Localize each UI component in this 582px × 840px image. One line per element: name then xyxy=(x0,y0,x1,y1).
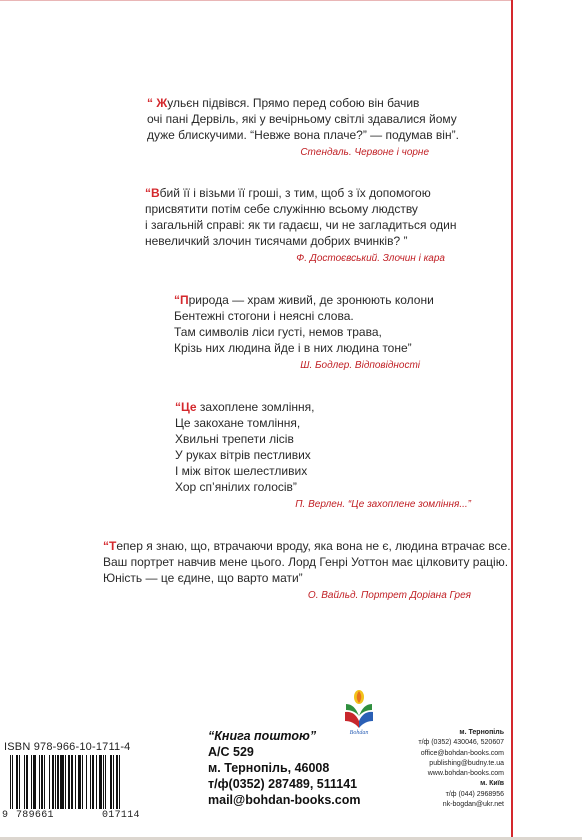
quote-line: бий її і візьми її гроші, з тим, щоб з їх допомогою xyxy=(159,186,431,200)
quote-verlaine xyxy=(175,399,471,512)
quote-open-mark: “ xyxy=(145,186,151,200)
contact-phone-ternopil: т/ф (0352) 430046, 520607 xyxy=(418,739,504,747)
quote-open-mark: “ xyxy=(147,96,157,110)
isbn-label: ISBN 978-966-10-1711-4 xyxy=(4,741,131,753)
publisher-info xyxy=(208,728,360,808)
contact-website: www.bohdan-books.com xyxy=(427,770,504,778)
quote-drop-cap: Це xyxy=(181,400,197,414)
quote-open-mark: “ xyxy=(175,400,181,414)
quote-line: присвятити потім себе служінню всьому людству xyxy=(145,202,418,216)
barcode xyxy=(10,755,180,809)
quote-line: епер я знаю, що, втрачаючи вроду, яка вона не є, людина втрачає все. xyxy=(116,539,511,553)
quote-drop-cap: П xyxy=(180,293,189,307)
top-border xyxy=(0,0,513,1)
contact-email-kyiv: nk-bogdan@ukr.net xyxy=(442,801,504,809)
barcode-bar xyxy=(120,755,121,809)
quote-wilde xyxy=(103,538,511,603)
quote-attribution: Ш. Бодлер. Відповідності xyxy=(300,360,420,371)
quote-open-mark: “ xyxy=(174,293,180,307)
contact-phone-kyiv: т/ф (044) 2968956 xyxy=(445,790,504,798)
quote-stendhal xyxy=(147,95,459,160)
quote-line: Там символів ліси густі, немов трава, xyxy=(174,325,382,339)
quote-open-mark: “ xyxy=(103,539,109,553)
contact-email-publishing: publishing@budny.te.ua xyxy=(429,759,504,767)
publisher-email: mail@bohdan-books.com xyxy=(208,793,361,807)
quote-line: невеличкий злочин тисячами добрих вчинків? ” xyxy=(145,234,408,248)
publisher-city: м. Тернопіль, 46008 xyxy=(208,761,330,775)
contact-city-kyiv: м. Київ xyxy=(480,780,504,788)
publisher-po-box: А/С 529 xyxy=(208,745,254,759)
quote-drop-cap: Ж xyxy=(156,96,168,110)
barcode-digit-first: 9 xyxy=(2,810,9,821)
red-vertical-border xyxy=(511,0,513,840)
quote-attribution: Стендаль. Червоне і чорне xyxy=(300,147,429,158)
quote-line: У руках вітрів пестливих xyxy=(175,448,311,462)
quote-drop-cap: Т xyxy=(109,539,117,553)
publisher-phone: т/ф(0352) 287489, 511141 xyxy=(208,777,358,791)
quote-line: дуже блискучими. “Невже вона плаче?” — подумав він”. xyxy=(147,128,459,142)
quote-dostoevsky xyxy=(145,185,457,266)
quote-attribution: П. Верлен. “Це захоплене зомління...” xyxy=(295,499,471,510)
quote-drop-cap: В xyxy=(151,186,160,200)
quote-line: Юність — це єдине, що варто мати” xyxy=(103,571,303,585)
quote-line: Ваш портрет навчив мене цього. Лорд Генрі Уоттон має цілковиту рацію. xyxy=(103,555,509,569)
quote-line: рирода — храм живий, де зронюють колони xyxy=(188,293,434,307)
barcode-digit-group-1: 789661 xyxy=(16,810,54,821)
quote-line: Це закохане томління, xyxy=(175,416,301,430)
contact-email-office: office@bohdan-books.com xyxy=(420,749,504,757)
quote-line: І між віток шелестливих xyxy=(175,464,308,478)
contacts-info xyxy=(418,728,504,810)
barcode-digit-group-2: 017114 xyxy=(102,810,140,821)
quote-line: ульєн підвівся. Прямо перед собою він бачив xyxy=(167,96,420,110)
quote-line: захоплене зомління, xyxy=(196,400,315,414)
quote-line: Хвильні трепети лісів xyxy=(175,432,294,446)
publisher-title: “Книга поштою” xyxy=(208,729,317,743)
quote-baudelaire xyxy=(174,292,434,373)
quote-line: Хор сп’янілих голосів” xyxy=(175,480,297,494)
quote-line: і загальній справі: як ти гадаєш, чи не загладиться один xyxy=(145,218,457,232)
quote-attribution: Ф. Достоєвський. Злочин і кара xyxy=(296,253,445,264)
quote-attribution: О. Вайльд. Портрет Доріана Грея xyxy=(307,590,471,601)
contact-city-ternopil: м. Тернопіль xyxy=(459,729,504,736)
logo-text: Bohdan xyxy=(349,730,369,736)
quote-line: Крізь них людина йде і в них людина тоне” xyxy=(174,341,412,355)
quote-line: Бентежні стогони і неясні слова. xyxy=(174,309,354,323)
quote-line: очі пані Дервіль, які у вечірньому світлі здавалися йому xyxy=(147,112,457,126)
